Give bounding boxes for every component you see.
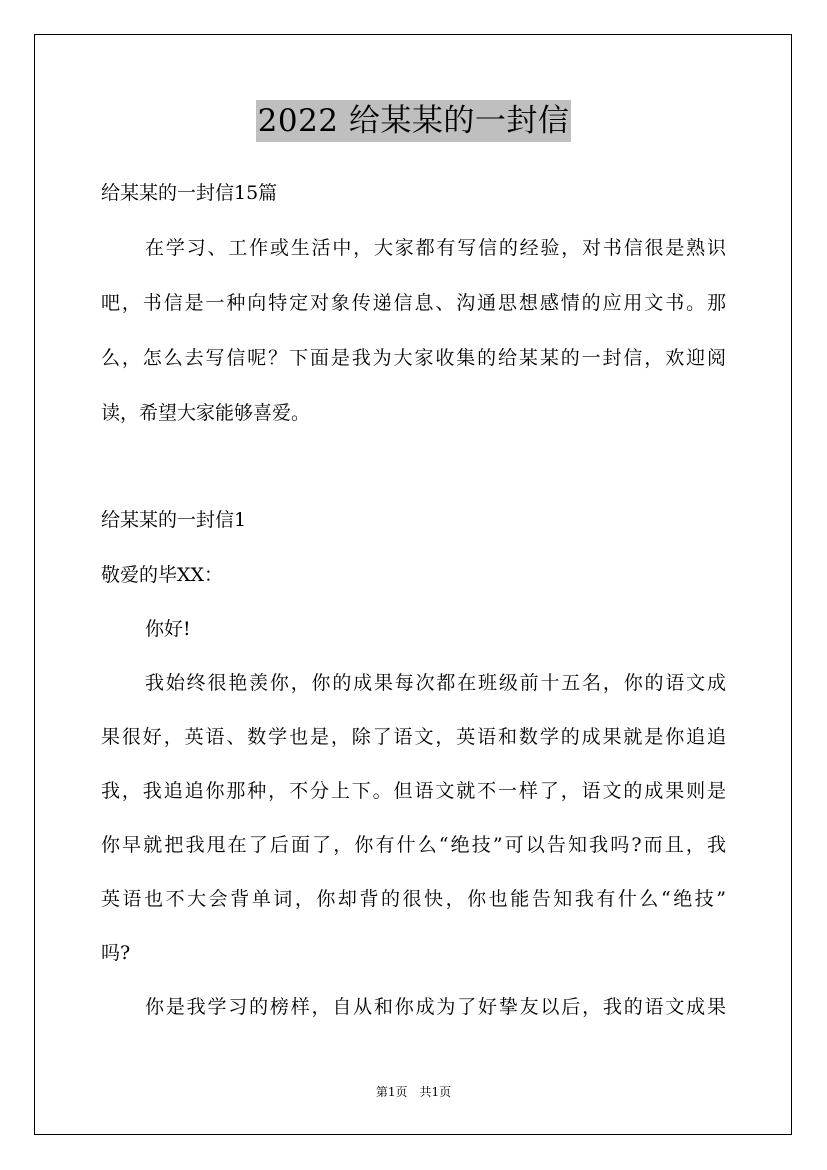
page-number: 第1页 (375, 1085, 408, 1099)
para1-line-2: 果很好，英语、数学也是，除了语文，英语和数学的成果就是你追追 (101, 726, 726, 748)
page-total: 共1页 (419, 1085, 452, 1099)
greeting: 你好! (145, 618, 191, 640)
intro-line-3: 么，怎么去写信呢？下面是我为大家收集的给某某的一封信，欢迎阅 (101, 347, 726, 369)
para1-line-5: 英语也不大会背单词，你却背的很快，你也能告知我有什么“绝技” (101, 888, 726, 910)
intro-line-1: 在学习、工作或生活中，大家都有写信的经验，对书信很是熟识 (145, 237, 726, 259)
para1-line-3: 我，我追追你那种，不分上下。但语文就不一样了，语文的成果则是 (101, 780, 726, 802)
para1-line-6: 吗? (101, 942, 131, 964)
intro-line-4: 读，希望大家能够喜爱。 (101, 402, 311, 424)
intro-line-2: 吧，书信是一种向特定对象传递信息、沟通思想感情的应用文书。那 (101, 292, 726, 314)
page-footer (0, 1084, 827, 1100)
para1-line-4: 你早就把我甩在了后面了，你有什么“绝技”可以告知我吗?而且，我 (101, 834, 726, 856)
title-container (0, 100, 827, 142)
document-title: 2022 给某某的一封信 (256, 100, 572, 142)
para2-line-1: 你是我学习的榜样，自从和你成为了好挚友以后，我的语文成果 (145, 996, 726, 1018)
section-title: 给某某的一封信1 (101, 509, 247, 531)
para1-line-1: 我始终很艳羡你，你的成果每次都在班级前十五名，你的语文成 (145, 672, 726, 694)
salutation: 敬爱的毕XX： (101, 564, 224, 586)
document-subtitle: 给某某的一封信15篇 (101, 182, 278, 204)
